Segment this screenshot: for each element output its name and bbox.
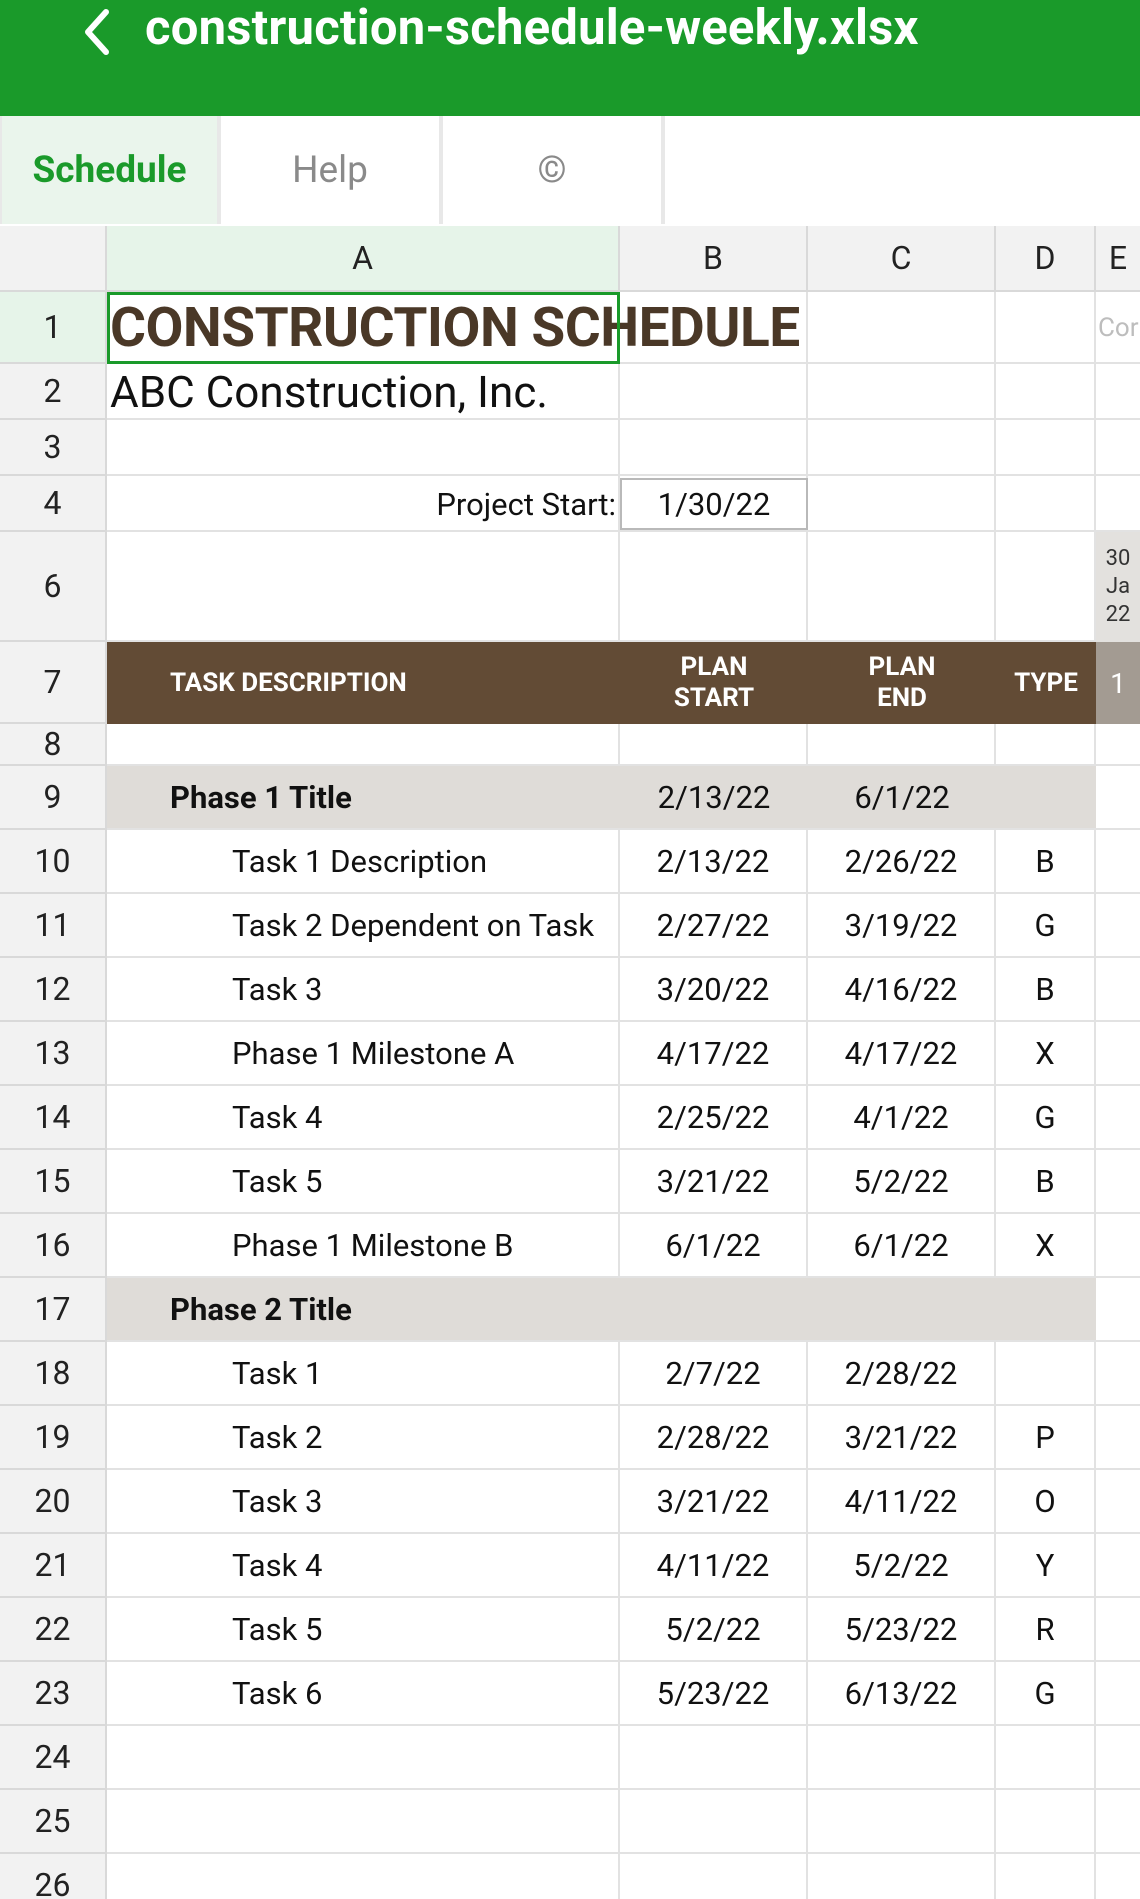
task-type[interactable]: B <box>996 830 1096 894</box>
cell[interactable] <box>808 724 996 766</box>
header-label-line: PLAN <box>680 652 748 682</box>
cell[interactable] <box>620 1726 808 1790</box>
task-plan-start[interactable]: 3/21/22 <box>620 1150 808 1214</box>
timeline-week-number: 1 <box>1096 642 1140 724</box>
task-plan-end[interactable]: 4/17/22 <box>808 1022 996 1086</box>
task-description[interactable]: Task 4 <box>107 1534 620 1598</box>
cell[interactable] <box>1096 1598 1140 1662</box>
task-type[interactable]: X <box>996 1022 1096 1086</box>
column-header-b[interactable]: B <box>620 226 808 292</box>
cell[interactable] <box>1096 724 1140 766</box>
cell[interactable] <box>1096 1726 1140 1790</box>
cell[interactable] <box>1096 1086 1140 1150</box>
row-header[interactable]: 21 <box>0 1534 107 1598</box>
task-description[interactable]: Task 3 <box>107 1470 620 1534</box>
task-plan-end[interactable]: 6/1/22 <box>808 1214 996 1278</box>
cell[interactable] <box>808 364 996 420</box>
task-plan-end[interactable]: 4/1/22 <box>808 1086 996 1150</box>
back-button[interactable] <box>78 4 118 56</box>
cell[interactable] <box>1096 1470 1140 1534</box>
task-plan-start[interactable]: 3/21/22 <box>620 1470 808 1534</box>
row-header[interactable]: 15 <box>0 1150 107 1214</box>
task-plan-start[interactable]: 2/27/22 <box>620 894 808 958</box>
cell[interactable] <box>1096 766 1140 830</box>
cell[interactable] <box>107 724 620 766</box>
task-description[interactable]: Phase 1 Milestone B <box>107 1214 620 1278</box>
task-type[interactable]: B <box>996 958 1096 1022</box>
row-header[interactable]: 25 <box>0 1790 107 1854</box>
row-header[interactable]: 7 <box>0 642 107 724</box>
task-description[interactable]: Task 2 Dependent on Task <box>107 894 620 958</box>
cell[interactable] <box>107 1726 620 1790</box>
task-plan-start[interactable]: 2/7/22 <box>620 1342 808 1406</box>
cell[interactable] <box>996 1726 1096 1790</box>
task-type[interactable]: Y <box>996 1534 1096 1598</box>
tab-schedule[interactable]: Schedule <box>0 116 221 224</box>
cell[interactable] <box>1096 364 1140 420</box>
cell[interactable] <box>1096 1150 1140 1214</box>
header-plan-start <box>620 642 808 724</box>
cell[interactable] <box>107 420 620 476</box>
task-plan-start[interactable]: 5/2/22 <box>620 1598 808 1662</box>
task-description[interactable]: Task 3 <box>107 958 620 1022</box>
cell[interactable] <box>996 292 1096 364</box>
task-plan-start[interactable]: 2/28/22 <box>620 1406 808 1470</box>
phase-start[interactable]: 2/13/22 <box>620 766 808 830</box>
cell[interactable] <box>620 1790 808 1854</box>
task-description[interactable]: Task 5 <box>107 1150 620 1214</box>
row-header[interactable]: 13 <box>0 1022 107 1086</box>
cell[interactable] <box>1096 1534 1140 1598</box>
tab-copyright[interactable]: © <box>443 116 665 224</box>
task-plan-start[interactable]: 4/17/22 <box>620 1022 808 1086</box>
row-header[interactable]: 26 <box>0 1854 107 1899</box>
task-plan-end[interactable]: 6/13/22 <box>808 1662 996 1726</box>
cell[interactable] <box>620 420 808 476</box>
row-header[interactable]: 2 <box>0 364 107 420</box>
cell[interactable] <box>996 1790 1096 1854</box>
cell[interactable] <box>620 532 808 642</box>
task-plan-start[interactable]: 3/20/22 <box>620 958 808 1022</box>
cell[interactable] <box>996 724 1096 766</box>
cell[interactable] <box>808 1790 996 1854</box>
task-plan-end[interactable]: 2/26/22 <box>808 830 996 894</box>
row-header[interactable]: 18 <box>0 1342 107 1406</box>
phase-title[interactable]: Phase 1 Title <box>107 766 620 830</box>
row-header[interactable]: 10 <box>0 830 107 894</box>
task-description[interactable]: Task 5 <box>107 1598 620 1662</box>
row-header[interactable]: 20 <box>0 1470 107 1534</box>
task-type[interactable]: R <box>996 1598 1096 1662</box>
app-header <box>0 0 1140 116</box>
row-header[interactable]: 1 <box>0 292 107 364</box>
tab-help[interactable]: Help <box>221 116 443 224</box>
row-header[interactable]: 16 <box>0 1214 107 1278</box>
task-type[interactable]: X <box>996 1214 1096 1278</box>
cell[interactable] <box>1096 1854 1140 1899</box>
row-header[interactable]: 19 <box>0 1406 107 1470</box>
cell[interactable] <box>808 476 996 532</box>
task-plan-end[interactable]: 3/19/22 <box>808 894 996 958</box>
cell[interactable] <box>1096 1406 1140 1470</box>
phase-end[interactable]: 6/1/22 <box>808 766 996 830</box>
cell[interactable] <box>808 1726 996 1790</box>
cell[interactable] <box>620 364 808 420</box>
task-type[interactable]: G <box>996 894 1096 958</box>
header-label-line: END <box>877 683 927 713</box>
cell[interactable] <box>1096 1278 1140 1342</box>
cell[interactable] <box>1096 894 1140 958</box>
header-task-description: TASK DESCRIPTION <box>107 642 620 724</box>
cell[interactable] <box>107 1790 620 1854</box>
sheet-tabs <box>0 116 1140 228</box>
cell[interactable] <box>808 292 996 364</box>
cell[interactable] <box>996 1854 1096 1899</box>
file-title: construction-schedule-weekly.xlsx <box>145 0 919 56</box>
cell[interactable] <box>620 724 808 766</box>
task-plan-start[interactable]: 5/23/22 <box>620 1662 808 1726</box>
task-type[interactable]: G <box>996 1086 1096 1150</box>
timeline-date-header <box>1096 532 1140 642</box>
timeline-date-part: Ja <box>1105 574 1131 599</box>
task-plan-end[interactable]: 5/2/22 <box>808 1534 996 1598</box>
task-type[interactable]: B <box>996 1150 1096 1214</box>
cell[interactable] <box>1096 1342 1140 1406</box>
task-plan-start[interactable]: 2/25/22 <box>620 1086 808 1150</box>
company-name: ABC Construction, Inc. <box>110 366 548 418</box>
task-description[interactable]: Task 6 <box>107 1662 620 1726</box>
task-plan-end[interactable]: 5/23/22 <box>808 1598 996 1662</box>
task-plan-end[interactable]: 4/11/22 <box>808 1470 996 1534</box>
column-header-e[interactable]: E <box>1096 226 1140 292</box>
row-header[interactable]: 4 <box>0 476 107 532</box>
row-header[interactable]: 23 <box>0 1662 107 1726</box>
cell[interactable] <box>107 1854 620 1899</box>
task-description[interactable]: Task 1 <box>107 1342 620 1406</box>
task-plan-start[interactable]: 4/11/22 <box>620 1534 808 1598</box>
cell[interactable] <box>996 532 1096 642</box>
row-header[interactable]: 8 <box>0 724 107 766</box>
cell[interactable] <box>808 420 996 476</box>
select-all-corner[interactable] <box>0 226 107 292</box>
sheet-title: CONSTRUCTION SCHEDULE <box>110 296 800 360</box>
task-plan-start[interactable]: 6/1/22 <box>620 1214 808 1278</box>
cell[interactable] <box>1096 1214 1140 1278</box>
phase-title[interactable]: Phase 2 Title <box>107 1278 1096 1342</box>
cell[interactable] <box>1096 830 1140 894</box>
cell[interactable] <box>1096 958 1140 1022</box>
timeline-date-part: 30 <box>1105 546 1131 571</box>
task-type[interactable] <box>996 1342 1096 1406</box>
cell[interactable] <box>620 1854 808 1899</box>
cell[interactable] <box>107 532 620 642</box>
timeline-date-part: 22 <box>1105 602 1131 627</box>
task-description[interactable]: Task 1 Description <box>107 830 620 894</box>
cell[interactable] <box>808 532 996 642</box>
cell[interactable] <box>1096 1662 1140 1726</box>
column-header-c[interactable]: C <box>808 226 996 292</box>
project-start-label: Project Start: <box>436 485 616 523</box>
task-plan-end[interactable]: 5/2/22 <box>808 1150 996 1214</box>
cell[interactable] <box>1096 476 1140 532</box>
task-description[interactable]: Task 4 <box>107 1086 620 1150</box>
task-type[interactable]: G <box>996 1662 1096 1726</box>
row-header[interactable]: 11 <box>0 894 107 958</box>
task-plan-start[interactable]: 2/13/22 <box>620 830 808 894</box>
row-header[interactable]: 12 <box>0 958 107 1022</box>
task-description[interactable]: Phase 1 Milestone A <box>107 1022 620 1086</box>
project-start-input[interactable]: 1/30/22 <box>620 478 808 530</box>
row-header[interactable]: 3 <box>0 420 107 476</box>
row-header[interactable]: 6 <box>0 532 107 642</box>
phase-type[interactable] <box>996 766 1096 830</box>
task-plan-end[interactable]: 4/16/22 <box>808 958 996 1022</box>
cell[interactable] <box>1096 1022 1140 1086</box>
chevron-left-icon <box>78 4 118 56</box>
task-plan-end[interactable]: 3/21/22 <box>808 1406 996 1470</box>
row-header[interactable]: 9 <box>0 766 107 830</box>
header-type: TYPE <box>996 642 1096 724</box>
spreadsheet-grid[interactable] <box>0 226 1140 1899</box>
column-header-d[interactable]: D <box>996 226 1096 292</box>
cell[interactable] <box>1096 1790 1140 1854</box>
task-type[interactable]: O <box>996 1470 1096 1534</box>
cell[interactable] <box>996 476 1096 532</box>
row-header[interactable]: 17 <box>0 1278 107 1342</box>
row-header[interactable]: 14 <box>0 1086 107 1150</box>
cell[interactable] <box>808 1854 996 1899</box>
row-header[interactable]: 24 <box>0 1726 107 1790</box>
header-plan-end <box>808 642 996 724</box>
header-label-line: START <box>673 683 755 713</box>
cell[interactable] <box>996 364 1096 420</box>
task-type[interactable]: P <box>996 1406 1096 1470</box>
cell[interactable] <box>996 420 1096 476</box>
header-label-line: PLAN <box>868 652 936 682</box>
cell[interactable] <box>1096 420 1140 476</box>
task-plan-end[interactable]: 2/28/22 <box>808 1342 996 1406</box>
column-header-a[interactable]: A <box>107 226 620 292</box>
cell-e1-text: Cor <box>1098 313 1139 343</box>
task-description[interactable]: Task 2 <box>107 1406 620 1470</box>
row-header[interactable]: 22 <box>0 1598 107 1662</box>
